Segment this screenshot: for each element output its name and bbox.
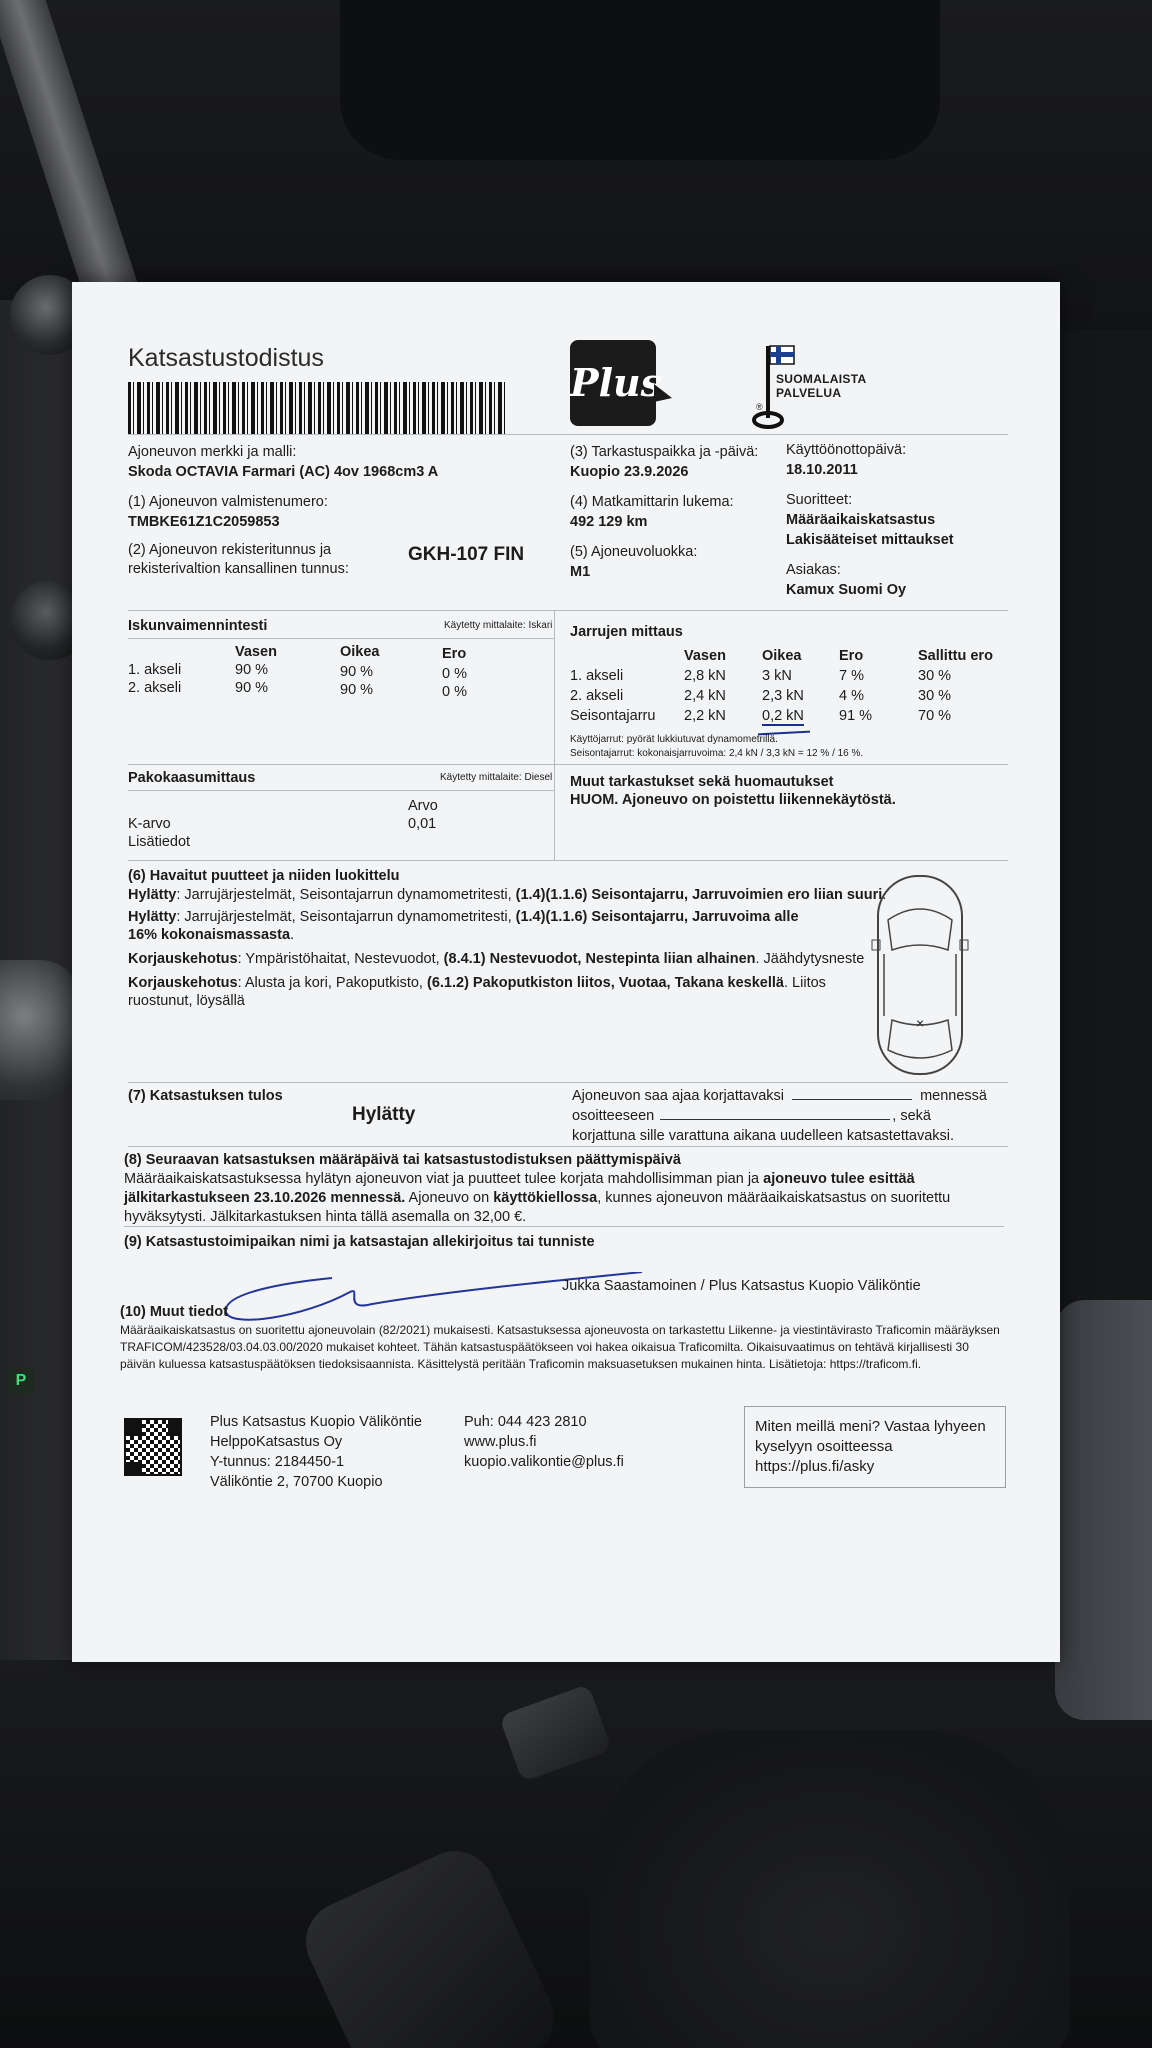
barcode <box>128 382 508 434</box>
k-value: 0,01 <box>408 816 437 832</box>
first-use-label: Käyttöönottopäivä: <box>786 442 907 458</box>
brakes-header: Oikea <box>762 648 802 664</box>
brakes-value: 7 % <box>839 668 864 684</box>
place-label: (3) Tarkastuspaikka ja -päivä: <box>570 444 759 460</box>
gear-shifter <box>0 960 80 1100</box>
customer: Kamux Suomi Oy <box>786 582 907 598</box>
sp-line2: PALVELUA <box>776 386 842 400</box>
registered-mark: ® <box>756 402 763 412</box>
k-value-label: K-arvo <box>128 816 171 832</box>
performed-1: Määräaikaiskatsastus <box>786 512 936 528</box>
brakes-row-label: Seisontajarru <box>570 708 656 724</box>
shock-value: 0 % <box>442 666 467 682</box>
brakes-value: 91 % <box>839 708 873 724</box>
result-line2: osoitteeseen , sekä <box>572 1108 931 1124</box>
misc-text: Määräaikaiskatsastus on suoritettu ajoneuvolain (82/2021) mukaisesti. Katsastuksessa ajoneuvosta on tarkastettu Liikenne- ja viestintävirasto Traficomin määräyksen TRAFICOM/423528/03.04.03.00/2020 mukaiset kohteet. Tähän katsastuspäätökseen voi hakea oikaisua Traficomilta. Oikaisuvaatimus on tehtävä kirjallisesti 30 päivän kuluessa katsastuspäätöksen tiedoksisaannista. Käsittelystä peritään Traficomin maksuasetuksen mukainen hinta. Lisätietoja: https://traficom.fi. <box>120 1323 1000 1371</box>
plus-logo <box>570 340 663 426</box>
defect-class: Hylätty <box>128 887 177 903</box>
other-checks-text: HUOM. Ajoneuvo on poistettu liikennekäytöstä. <box>570 792 896 808</box>
result-value: Hylätty <box>352 1104 416 1125</box>
inspection-place-date: Kuopio 23.9.2026 <box>570 464 689 480</box>
defect-item: Hylätty: Jarrujärjestelmät, Seisontajarrun dynamometritesti, (1.4)(1.1.6) Seisontajarru, Jarruvoimien ero liian suuri. <box>128 887 887 903</box>
shock-device: Käytetty mittalaite: Iskari <box>444 620 553 631</box>
defect-mark: × <box>916 1015 925 1031</box>
result-title: (7) Katsastuksen tulos <box>128 1088 283 1104</box>
parking-brake-right-value: 0,2 kN <box>762 708 804 724</box>
brakes-value: 2,8 kN <box>684 668 726 684</box>
odometer-label: (4) Matkamittarin lukema: <box>570 494 734 510</box>
brakes-header: Ero <box>839 648 864 664</box>
inspector-name: Jukka Saastamoinen / Plus Katsastus Kuopio Väliköntie <box>562 1278 921 1294</box>
plus-logo-mark: Plus <box>570 340 656 426</box>
exhaust-extra-label: Lisätiedot <box>128 834 191 850</box>
defects-title: (6) Havaitut puutteet ja niiden luokittelu <box>128 868 400 884</box>
shock-header-left: Vasen <box>235 644 277 660</box>
car-top-view-icon <box>870 870 970 1080</box>
exhaust-value-header: Arvo <box>408 798 438 814</box>
shock-value: 90 % <box>340 664 374 680</box>
first-use-date: 18.10.2011 <box>786 462 858 478</box>
brakes-row-label: 1. akseli <box>570 668 624 684</box>
customer-label: Asiakas: <box>786 562 841 578</box>
odometer: 492 129 km <box>570 514 648 530</box>
brakes-value: 70 % <box>918 708 952 724</box>
qr-code <box>124 1418 182 1476</box>
registration-number: GKH-107 FIN <box>408 544 525 565</box>
parking-indicator: P <box>8 1368 34 1394</box>
shock-header-right: Oikea <box>340 644 380 660</box>
registration-label-2: rekisterivaltion kansallinen tunnus: <box>128 561 349 577</box>
brakes-value: 2,4 kN <box>684 688 726 704</box>
vin-label: (1) Ajoneuvon valmistenumero: <box>128 494 328 510</box>
exhaust-title: Pakokaasumittaus <box>128 770 256 786</box>
website-link[interactable]: www.plus.fi <box>464 1434 537 1450</box>
shock-header-diff: Ero <box>442 646 467 662</box>
defect-item: Korjauskehotus: Ympäristöhaitat, Nestevuodot, (8.4.1) Nestevuodot, Nestepinta liian alhainen. Jäähdytysneste <box>128 951 865 967</box>
shock-row-label: 1. akseli <box>128 662 182 678</box>
shock-value: 90 % <box>340 682 374 698</box>
class-label: (5) Ajoneuvoluokka: <box>570 544 698 560</box>
cup-holder <box>590 1730 1070 2048</box>
email-link[interactable]: kuopio.valikontie@plus.fi <box>464 1454 624 1470</box>
other-checks-title: Muut tarkastukset sekä huomautukset <box>570 774 834 790</box>
vehicle-class: M1 <box>570 564 591 580</box>
defect-class: Korjauskehotus <box>128 975 238 991</box>
defect-item: Hylätty: Jarrujärjestelmät, Seisontajarrun dynamometritesti, (1.4)(1.1.6) Seisontajarru, Jarruvoima alle 16% kokonaismassasta. <box>128 909 799 943</box>
defect-class: Korjauskehotus <box>128 951 238 967</box>
sleeve <box>1055 1300 1152 1720</box>
shock-value: 90 % <box>235 662 269 678</box>
brakes-value: 2,3 kN <box>762 688 804 704</box>
next-inspection-text: Määräaikaiskatsastuksessa hylätyn ajoneuvon viat ja puutteet tulee korjata mahdollisimman pian ja ajoneuvo tulee esittää jälkitarkastukseen 23.10.2026 mennessä. Ajoneuvo on käyttökiellossa, kunnes ajoneuvon määräaikaiskatsastus on suoritettu hyväksytysti. Jälkitarkastuksen hinta tällä asemalla on 32,00 €. <box>124 1171 951 1225</box>
brakes-value: 2,2 kN <box>684 708 726 724</box>
shock-row-label: 2. akseli <box>128 680 182 696</box>
brakes-value: 4 % <box>839 688 864 704</box>
sp-line1: SUOMALAISTA <box>776 372 867 386</box>
performed-label: Suoritteet: <box>786 492 853 508</box>
feedback-box: Miten meillä meni? Vastaa lyhyeen kyselyyn osoitteessa https://plus.fi/asky <box>744 1406 1006 1488</box>
brakes-row-label: 2. akseli <box>570 688 624 704</box>
brakes-title: Jarrujen mittaus <box>570 624 683 640</box>
brakes-value: 30 % <box>918 688 952 704</box>
brakes-header: Sallittu ero <box>918 648 993 664</box>
vehicle-model: Skoda OCTAVIA Farmari (AC) 4ov 1968cm3 A <box>128 464 439 480</box>
result-line3: korjattuna sille varattuna aikana uudelleen katsastettavaksi. <box>572 1128 955 1144</box>
result-line1: Ajoneuvon saa ajaa korjattavaksi mennessä <box>572 1088 987 1104</box>
registration-label-1: (2) Ajoneuvon rekisteritunnus ja <box>128 542 332 558</box>
vin: TMBKE61Z1C2059853 <box>128 514 280 530</box>
inspection-certificate <box>72 282 1060 1662</box>
misc-title: (10) Muut tiedot <box>120 1304 228 1320</box>
brakes-note: Käyttöjarrut: pyörät lukkiutuvat dynamometrillä. <box>570 734 778 745</box>
brakes-value: 30 % <box>918 668 952 684</box>
brakes-value: 3 kN <box>762 668 792 684</box>
shock-title: Iskunvaimennintesti <box>128 618 268 634</box>
brakes-note: Seisontajarrut: kokonaisjarruvoima: 2,4 kN / 3,3 kN = 12 % / 16 %. <box>570 748 864 759</box>
exhaust-device: Käytetty mittalaite: Diesel <box>440 772 553 783</box>
defect-item: Korjauskehotus: Alusta ja kori, Pakoputkisto, (6.1.2) Pakoputkiston liitos, Vuotaa, Takana keskellä. Liitos ruostunut, löysällä <box>128 975 826 1009</box>
document-title: Katsastustodistus <box>128 344 324 372</box>
suomalaista-palvelua-logo <box>752 340 867 430</box>
brakes-header: Vasen <box>684 648 726 664</box>
shock-value: 0 % <box>442 684 467 700</box>
shock-value: 90 % <box>235 680 269 696</box>
phone: Puh: 044 423 2810 <box>464 1414 587 1430</box>
performed-2: Lakisääteiset mittaukset <box>786 532 954 548</box>
defect-class: Hylätty <box>128 909 177 925</box>
vehicle-model-label: Ajoneuvon merkki ja malli: <box>128 444 297 460</box>
next-inspection-title: (8) Seuraavan katsastuksen määräpäivä tai katsastustodistuksen päättymispäivä <box>124 1152 681 1168</box>
signature-title: (9) Katsastustoimipaikan nimi ja katsastajan allekirjoitus tai tunniste <box>124 1234 595 1250</box>
company-info: Plus Katsastus Kuopio Väliköntie HelppoKatsastus Oy Y-tunnus: 2184450-1 Väliköntie 2, 70700 Kuopio <box>210 1414 422 1490</box>
dashboard-vent <box>340 0 940 160</box>
contact-info <box>464 1412 624 1472</box>
